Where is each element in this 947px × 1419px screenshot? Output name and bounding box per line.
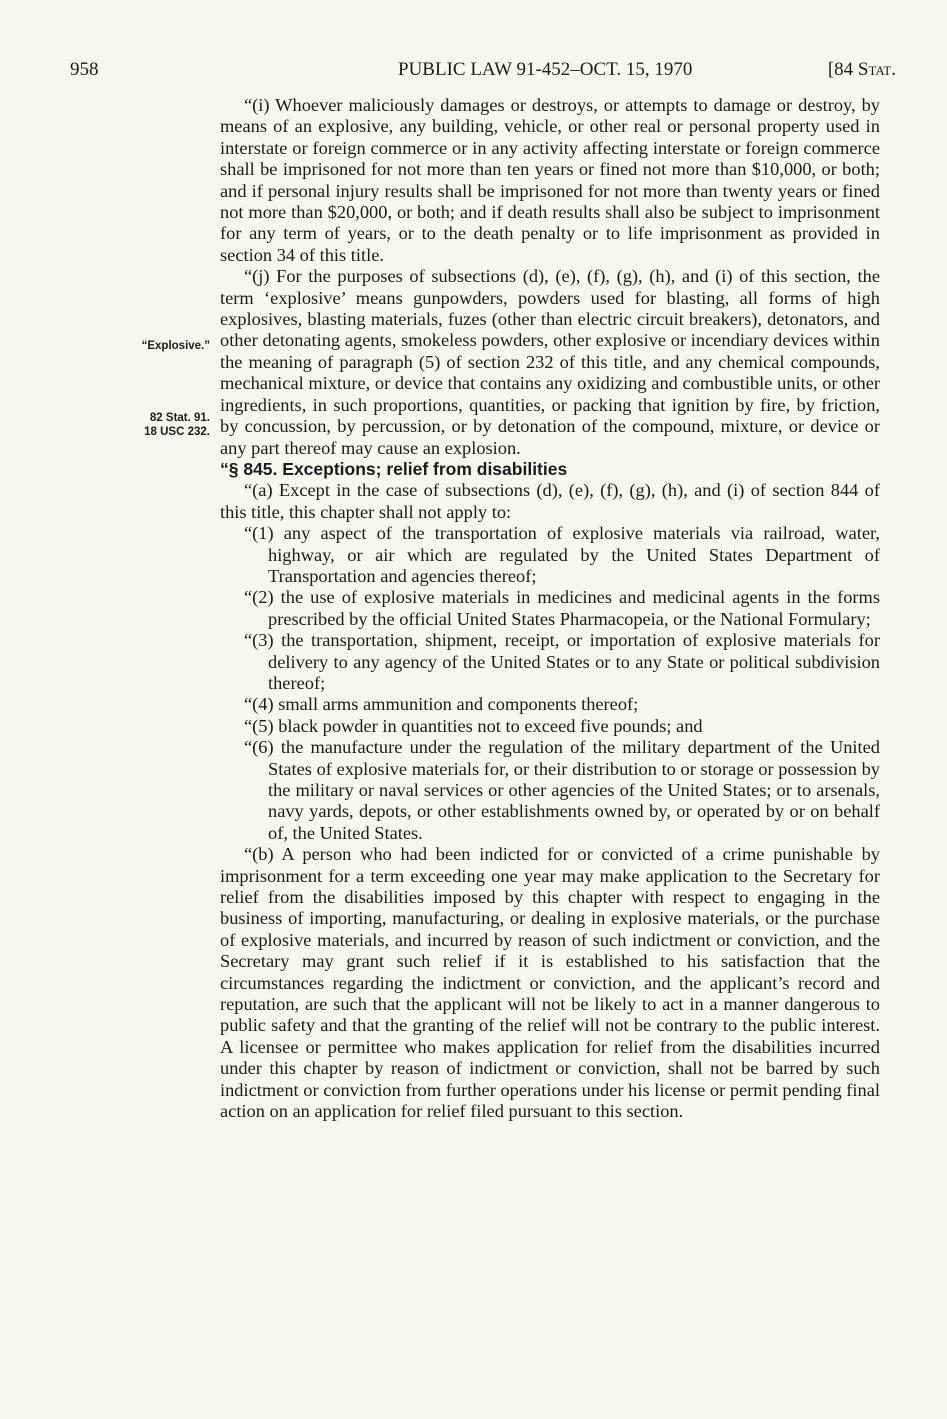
paragraph-a1: “(1) any aspect of the transportation of explosive materials via railroad, water, highway, or air which are regulated by the United States Department of Transportation and agencies thereof;	[244, 523, 880, 586]
margin-note-stat-line2: 18 USC 232.	[144, 426, 210, 438]
paragraph-a6: “(6) the manufacture under the regulation of the military department of the United States of explosive materials for, or their distribution to or storage or possession by the military or naval services or other agencies of the United States; or to arsenals, navy yards, depots, or other establishments owned by, or operated by or on behalf of, the United States.	[244, 737, 880, 843]
main-text	[220, 95, 880, 1123]
paragraph-a: “(a) Except in the case of subsections (d), (e), (f), (g), (h), and (i) of section 844 of this title, this chapter shall not apply to:	[220, 480, 880, 522]
paragraph-b: “(b) A person who had been indicted for or convicted of a crime punishable by imprisonment for a term exceeding one year may make application to the Secretary for relief from the disabilities imposed by this chapter with respect to engaging in the business of importing, manufacturing, or dealing in explosive materials, or the purchase of explosive materials, and incurred by reason of such indictment or conviction, and the Secretary may grant such relief if it is established to his satisfaction that the circumstances regarding the indictment or conviction, and the applicant’s record and reputation, are such that the applicant will not be likely to act in a manner dangerous to public safety and that the granting of the relief will not be contrary to the public interest. A licensee or permittee who makes application for relief from the disabilities incurred under this chapter by reason of indictment or conviction, shall not be barred by such indictment or conviction from further operations under his license or permit pending final action on an application for relief filed pursuant to this section.	[220, 844, 880, 1122]
paragraph-i: “(i) Whoever maliciously damages or destroys, or attempts to damage or destroy, by means of an explosive, any building, vehicle, or other real or personal property used in interstate or foreign commerce or in any activity affecting interstate or foreign commerce shall be imprisoned for not more than ten years or fined not more than $10,000, or both; and if personal injury results shall be imprisoned for not more than twenty years or fined not more than $20,000, or both; and if death results shall also be subject to imprisonment for any term of years, or to the death penalty or to life imprisonment as provided in section 34 of this title.	[220, 95, 880, 265]
running-title: PUBLIC LAW 91-452–OCT. 15, 1970	[398, 59, 693, 80]
page-header	[70, 59, 896, 87]
paragraph-a5: “(5) black powder in quantities not to exceed five pounds; and	[244, 715, 703, 736]
section-heading: “§ 845. Exceptions; relief from disabilities	[220, 458, 568, 479]
paragraph-a2: “(2) the use of explosive materials in medicines and medicinal agents in the forms prescribed by the official United States Pharmacopeia, or the National Formulary;	[244, 587, 880, 629]
margin-note-stat-line1: 82 Stat. 91.	[149, 412, 210, 424]
page-number: 958	[70, 59, 99, 80]
statute-reference: [84 Stat.	[827, 59, 896, 80]
paragraph-a4: “(4) small arms ammunition and components thereof;	[244, 694, 639, 715]
paragraph-j: “(j) For the purposes of subsections (d), (e), (f), (g), (h), and (i) of this section, the term ‘explosive’ means gunpowders, powders used for blasting, all forms of high explosives, blasting materials, fuzes (other than electric circuit breakers), detonators, and other detonating agents, smokeless powders, other explosive or incendiary devices within the meaning of paragraph (5) of section 232 of this title, and any chemical compounds, mechanical mixture, or device that contains any oxidizing and combustible units, or other ingredients, in such proportions, quantities, or packing that ignition by fire, by friction, by concussion, by percussion, or by detonation of the compound, mixture, or device or any part thereof may cause an explosion.	[220, 266, 880, 458]
paragraph-a3: “(3) the transportation, shipment, receipt, or importation of explosive materials for delivery to any agency of the United States or to any State or political subdivision thereof;	[244, 630, 880, 693]
margin-note-statute-citation	[70, 411, 210, 439]
margin-note-explosive: “Explosive.”	[141, 340, 210, 352]
